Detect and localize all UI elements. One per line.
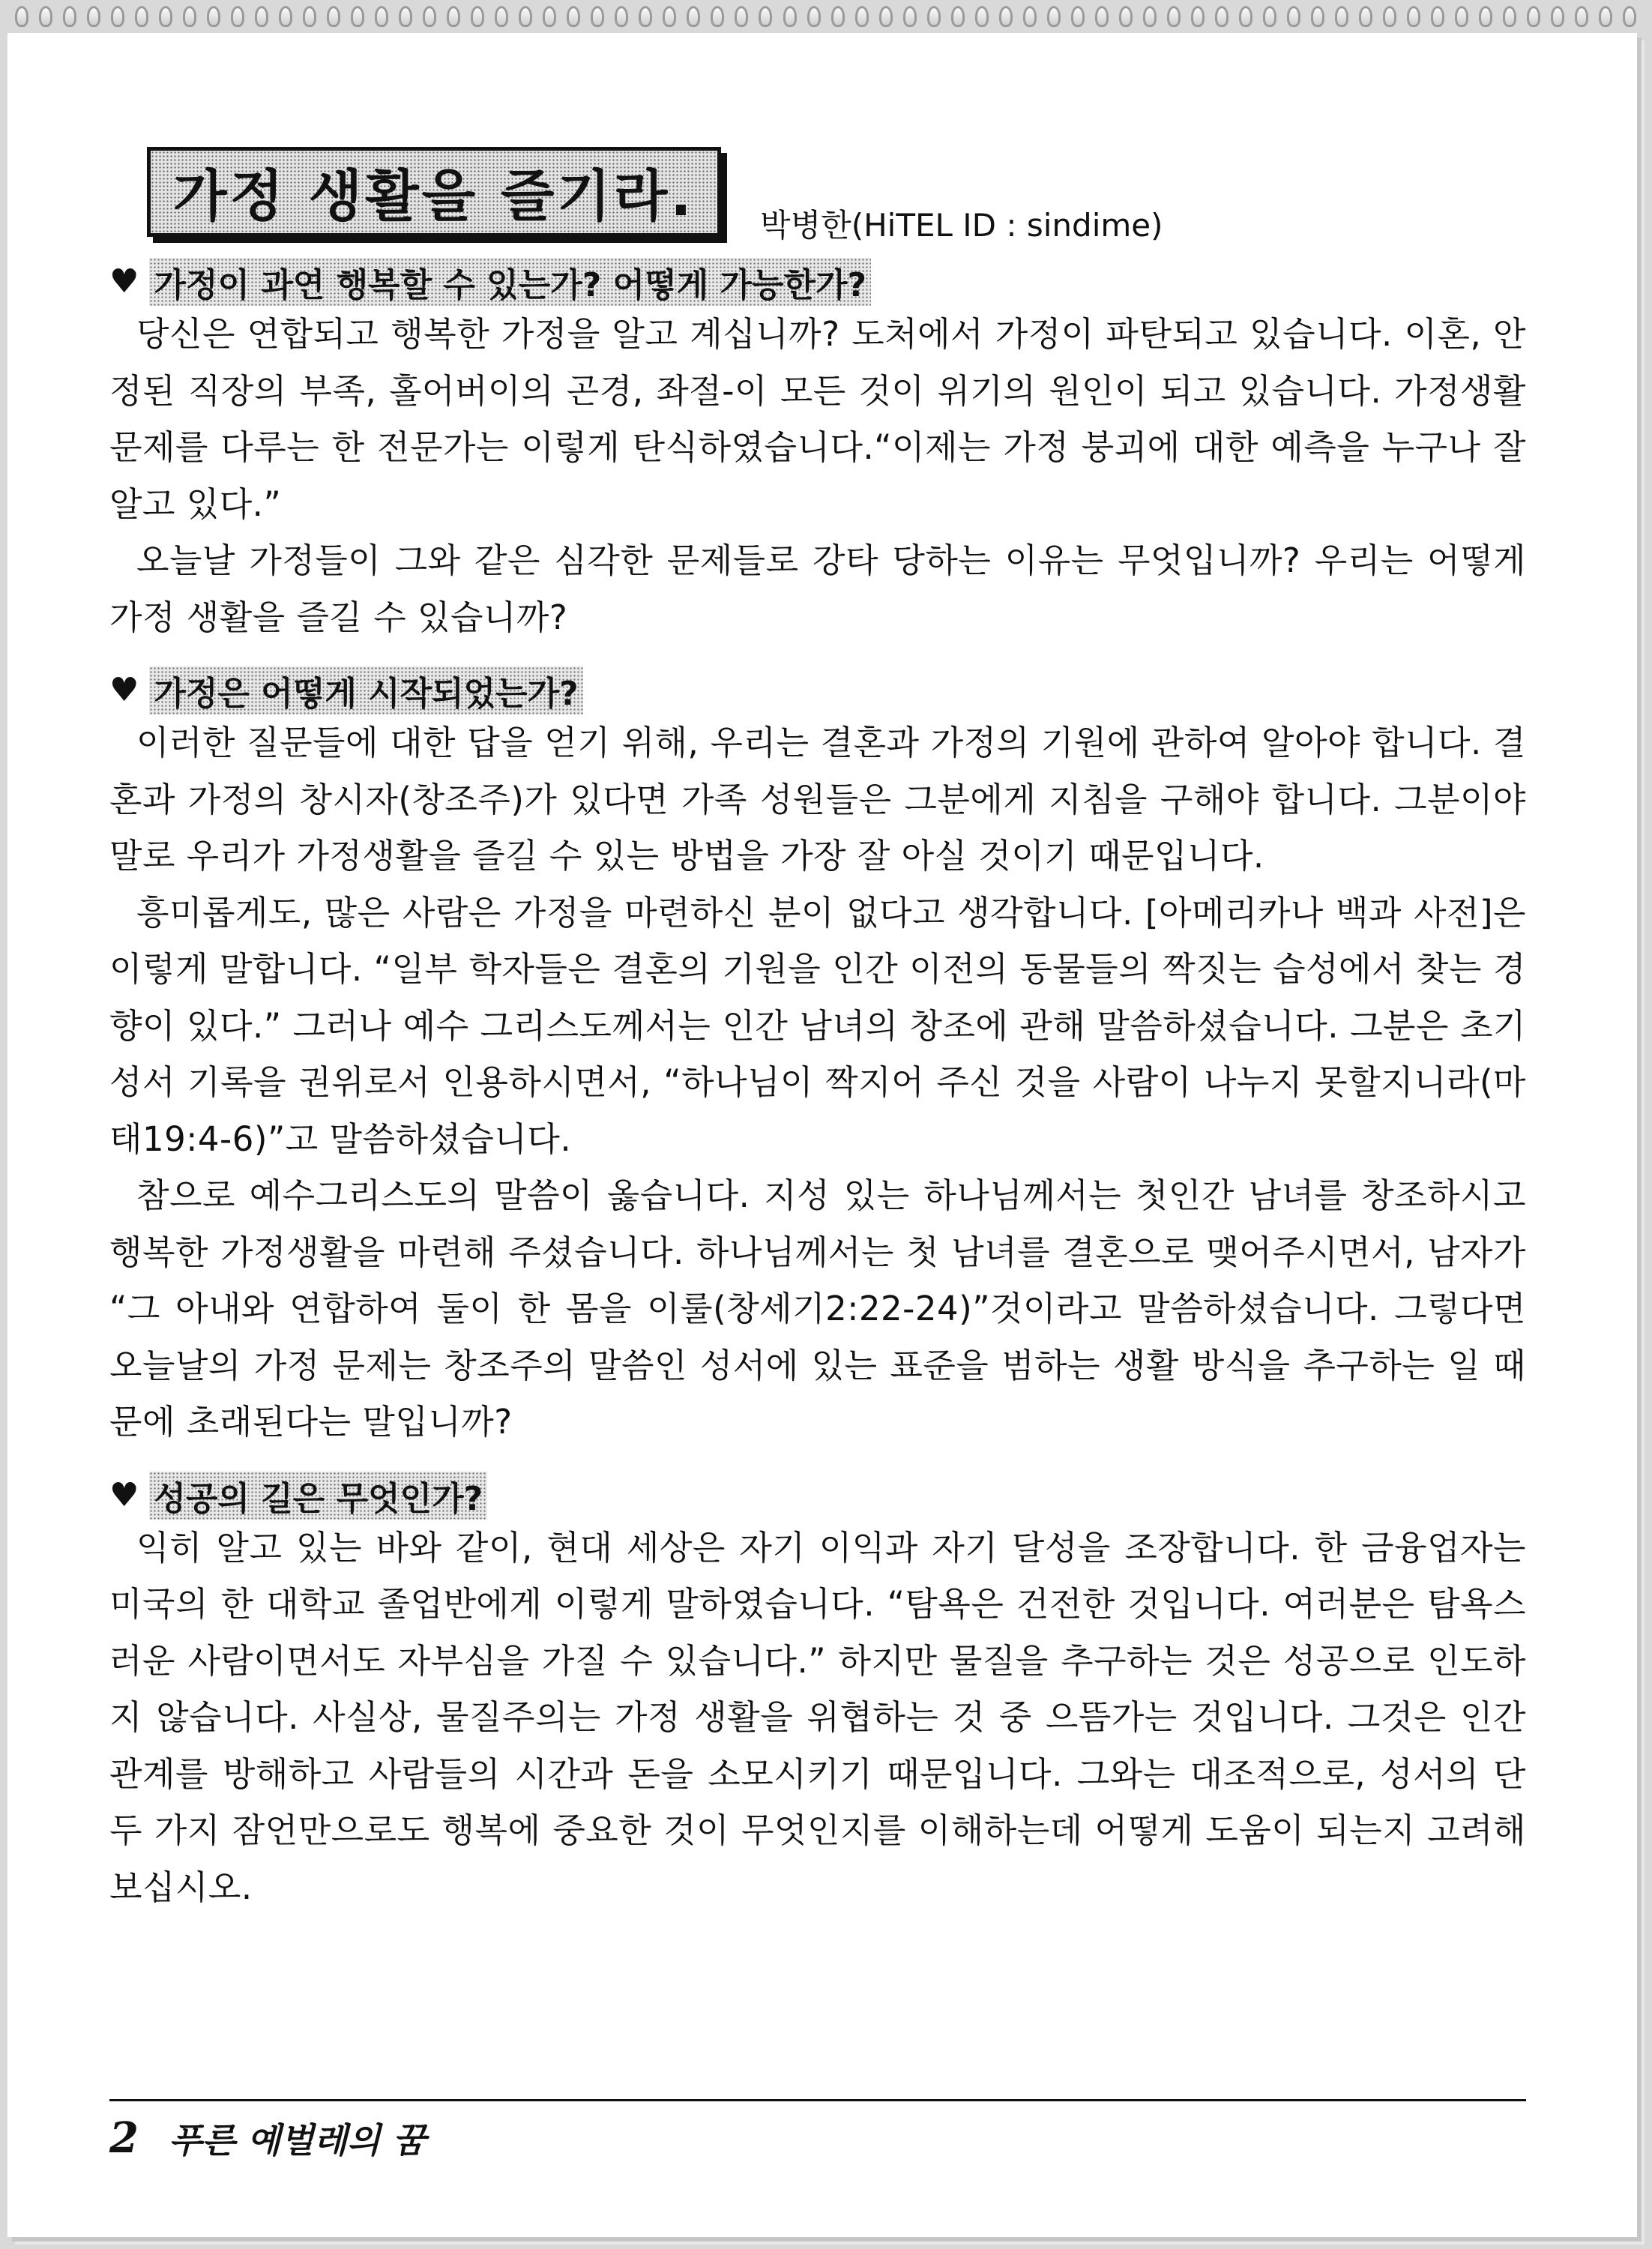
binding-coil: [1215, 6, 1229, 27]
binding-coil: [1503, 6, 1516, 27]
paragraph: 오늘날 가정들이 그와 같은 심각한 문제들로 강타 당하는 이유는 무엇입니까? 우리는 어떻게 가정 생활을 즐길 수 있습니까?: [109, 541, 1526, 637]
binding-coil: [1047, 6, 1061, 27]
binding-coil: [15, 6, 28, 27]
binding-coil: [1263, 6, 1276, 27]
page-number: 2: [109, 2113, 139, 2163]
binding-coil: [1119, 6, 1133, 27]
binding-coil: [903, 6, 917, 27]
binding-coil: [1431, 6, 1444, 27]
binding-coil: [1287, 6, 1300, 27]
binding-coil: [135, 6, 148, 27]
section-heading: [109, 258, 1526, 306]
binding-coil: [591, 6, 604, 27]
binding-coil: [759, 6, 772, 27]
binding-coil: [1191, 6, 1205, 27]
binding-coil: [1623, 6, 1636, 27]
binding-coil: [279, 6, 292, 27]
section-heading-text: 성공의 길은 무엇인가?: [149, 1472, 487, 1520]
binding-coil: [423, 6, 436, 27]
paragraph: 참으로 예수그리스도의 말씀이 옳습니다. 지성 있는 하나님께서는 첫인간 남녀를 창조하시고 행복한 가정생활을 마련해 주셨습니다. 하나님께서는 첫 남녀를 결혼으로 맺어주시면서, 남자가 “그 아내와 연합하여 둘이 한 몸을 이룰(창세기2:22-24)”것이라고 말씀하셨습니다. 그렇다면 오늘날의 가정 문제는 창조주의 말씀인 성서에 있는 표준을 범하는 생활 방식을 추구하는 일 때문에 초래된다는 말입니까?: [109, 1175, 1526, 1442]
heart-icon: ♥: [109, 262, 139, 301]
binding-coil: [1359, 6, 1372, 27]
section-heading-text: 가정이 과연 행복할 수 있는가? 어떻게 가능한가?: [149, 258, 871, 306]
binding-coil: [1023, 6, 1037, 27]
binding-coil: [1335, 6, 1348, 27]
binding-coil: [39, 6, 52, 27]
section-heading: [109, 666, 1526, 714]
binding-coil: [519, 6, 532, 27]
heart-icon: ♥: [109, 671, 139, 709]
binding-coil: [447, 6, 460, 27]
binding-coil: [687, 6, 700, 27]
binding-coil: [567, 6, 580, 27]
binding-coil: [639, 6, 652, 27]
binding-coil: [663, 6, 676, 27]
section: [109, 666, 1526, 1451]
section-heading: [109, 1472, 1526, 1520]
binding-coil: [1095, 6, 1109, 27]
binding-coil: [231, 6, 244, 27]
binding-coil: [327, 6, 340, 27]
section-heading-text: 가정은 어떻게 시작되었는가?: [149, 666, 582, 714]
binding-coil: [711, 6, 724, 27]
binding-coil: [1071, 6, 1085, 27]
binding-coil: [1479, 6, 1492, 27]
binding-coil: [1239, 6, 1252, 27]
byline: 박병한(HiTEL ID : sindime): [760, 207, 1163, 244]
paragraph: 흥미롭게도, 많은 사람은 가정을 마련하신 분이 없다고 생각합니다. [아메리카나 백과 사전]은 이렇게 말합니다. “일부 학자들은 결혼의 기원을 인간 이전의 동물들의 짝짓는 습성에서 찾는 경향이 있다.” 그러나 예수 그리스도께서는 인간 남녀의 창조에 관해 말씀하셨습니다. 그분은 초기 성서 기록을 권위로서 인용하시면서, “하나님이 짝지어 주신 것을 사람이 나누지 못할지니라(마태19:4-6)”고 말씀하셨습니다.: [109, 892, 1526, 1159]
article: [109, 147, 1526, 1936]
binding-coil: [735, 6, 748, 27]
footer-text: [109, 2113, 1526, 2163]
binding-coil: [879, 6, 893, 27]
binding-coil: [399, 6, 412, 27]
binding-coil: [999, 6, 1013, 27]
binding-coil: [87, 6, 100, 27]
binding-coil: [543, 6, 556, 27]
binding-coil: [63, 6, 76, 27]
spiral-binding: [15, 3, 1637, 30]
binding-coil: [1551, 6, 1564, 27]
binding-coil: [255, 6, 268, 27]
binding-coil: [807, 6, 821, 27]
binding-coil: [1143, 6, 1157, 27]
section: [109, 258, 1526, 645]
binding-coil: [1575, 6, 1588, 27]
binding-coil: [303, 6, 316, 27]
binding-coil: [471, 6, 484, 27]
binding-coil: [1455, 6, 1468, 27]
article-title: 가정 생활을 즐기라.: [147, 147, 721, 237]
binding-coil: [1167, 6, 1181, 27]
binding-coil: [159, 6, 172, 27]
paragraph: 익히 알고 있는 바와 같이, 현대 세상은 자기 이익과 자기 달성을 조장합니다. 한 금융업자는 미국의 한 대학교 졸업반에게 이렇게 말하였습니다. “탐욕은 건전한 것입니다. 여러분은 탐욕스러운 사람이면서도 자부심을 가질 수 있습니다.” 하지만 물질을 추구하는 것은 성공으로 인도하지 않습니다. 사실상, 물질주의는 가정 생활을 위협하는 것 중 으뜸가는 것입니다. 그것은 인간 관계를 방해하고 사람들의 시간과 돈을 소모시키기 때문입니다. 그와는 대조적으로, 성서의 단 두 가지 잠언만으로도 행복에 중요한 것이 무엇인지를 이해하는데 어떻게 도움이 되는지 고려해 보십시오.: [109, 1527, 1526, 1907]
binding-coil: [1599, 6, 1612, 27]
binding-coil: [111, 6, 124, 27]
binding-coil: [375, 6, 388, 27]
publication-name: 푸른 예벌레의 꿈: [168, 2120, 426, 2161]
binding-coil: [975, 6, 989, 27]
binding-coil: [831, 6, 845, 27]
binding-coil: [1407, 6, 1420, 27]
heart-icon: ♥: [109, 1475, 139, 1514]
binding-coil: [1383, 6, 1396, 27]
binding-coil: [1311, 6, 1324, 27]
binding-coil: [183, 6, 196, 27]
binding-coil: [927, 6, 941, 27]
page-footer: [109, 2099, 1526, 2163]
paragraph: 이러한 질문들에 대한 답을 얻기 위해, 우리는 결혼과 가정의 기원에 관하여 알아야 합니다. 결혼과 가정의 창시자(창조주)가 있다면 가족 성원들은 그분에게 지침을 구해야 합니다. 그분이야말로 우리가 가정생활을 즐길 수 있는 방법을 가장 잘 아실 것이기 때문입니다.: [109, 723, 1526, 876]
binding-coil: [951, 6, 965, 27]
paragraph: 당신은 연합되고 행복한 가정을 알고 계십니까? 도처에서 가정이 파탄되고 있습니다. 이혼, 안정된 직장의 부족, 홀어버이의 곤경, 좌절-이 모든 것이 위기의 원인이 되고 있습니다. 가정생활 문제를 다루는 한 전문가는 이렇게 탄식하였습니다.“이제는 가정 붕괴에 대한 예측을 누구나 잘 알고 있다.”: [109, 314, 1526, 524]
binding-coil: [615, 6, 628, 27]
binding-coil: [1527, 6, 1540, 27]
binding-coil: [495, 6, 508, 27]
title-row: [109, 147, 1526, 244]
binding-coil: [783, 6, 797, 27]
binding-coil: [207, 6, 220, 27]
section: [109, 1472, 1526, 1916]
binding-coil: [855, 6, 869, 27]
binding-coil: [351, 6, 364, 27]
